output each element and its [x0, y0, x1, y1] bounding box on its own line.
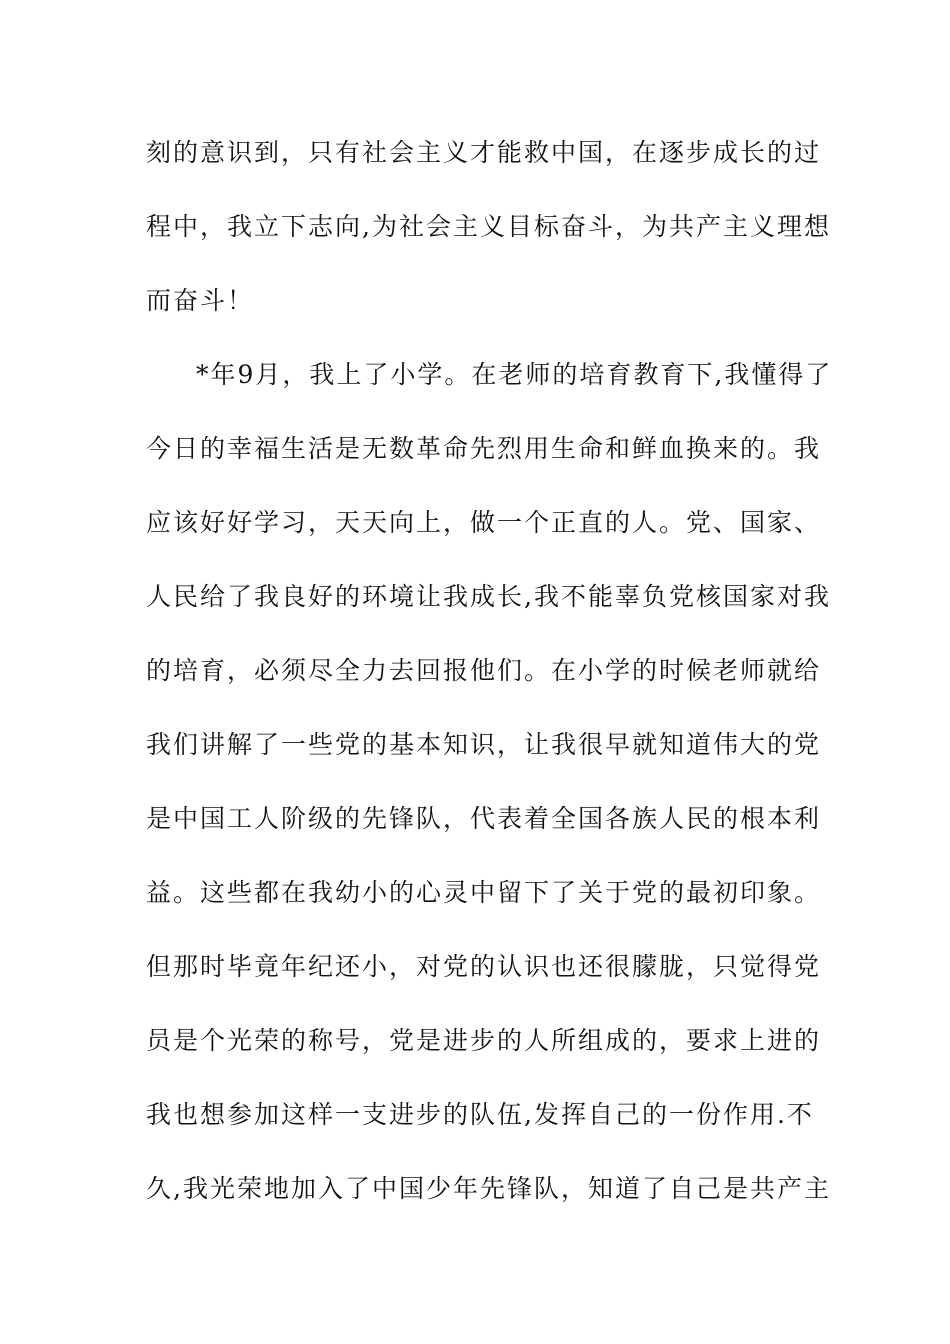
text-line: 应该好好学习，天天向上，做一个正直的人。党、国家、	[146, 508, 822, 537]
text-line: 我们讲解了一些党的基本知识，让我很早就知道伟大的党	[146, 730, 822, 759]
text-line: 的培育，必须尽全力去回报他们。在小学的时候老师就给	[146, 656, 822, 685]
text-line: 程中，我立下志向,为社会主义目标奋斗，为共产主义理想	[146, 212, 831, 241]
text-line: 我也想参加这样一支进步的队伍,发挥自己的一份作用.不	[146, 1100, 814, 1129]
text-line: 刻的意识到，只有社会主义才能救中国，在逐步成长的过	[146, 138, 822, 167]
text-line: 人民给了我良好的环境让我成长,我不能辜负党核国家对我	[146, 582, 831, 611]
paragraph-first-line: *年9月，我上了小学。在老师的培育教育下,我懂得了	[196, 360, 833, 389]
text-line: 员是个光荣的称号，党是进步的人所组成的，要求上进的	[146, 1026, 822, 1055]
body-text	[146, 128, 833, 1238]
text-line: 今日的幸福生活是无数革命先烈用生命和鲜血换来的。我	[146, 434, 822, 463]
text-line: 是中国工人阶级的先锋队，代表着全国各族人民的根本利	[146, 804, 822, 833]
text-line: 而奋斗！	[146, 286, 255, 315]
text-line: 久,我光荣地加入了中国少年先锋队，知道了自己是共产主	[146, 1174, 831, 1203]
text-line: 益。这些都在我幼小的心灵中留下了关于党的最初印象。	[146, 878, 822, 907]
text-line: 但那时毕竟年纪还小，对党的认识也还很朦胧，只觉得党	[146, 952, 822, 981]
